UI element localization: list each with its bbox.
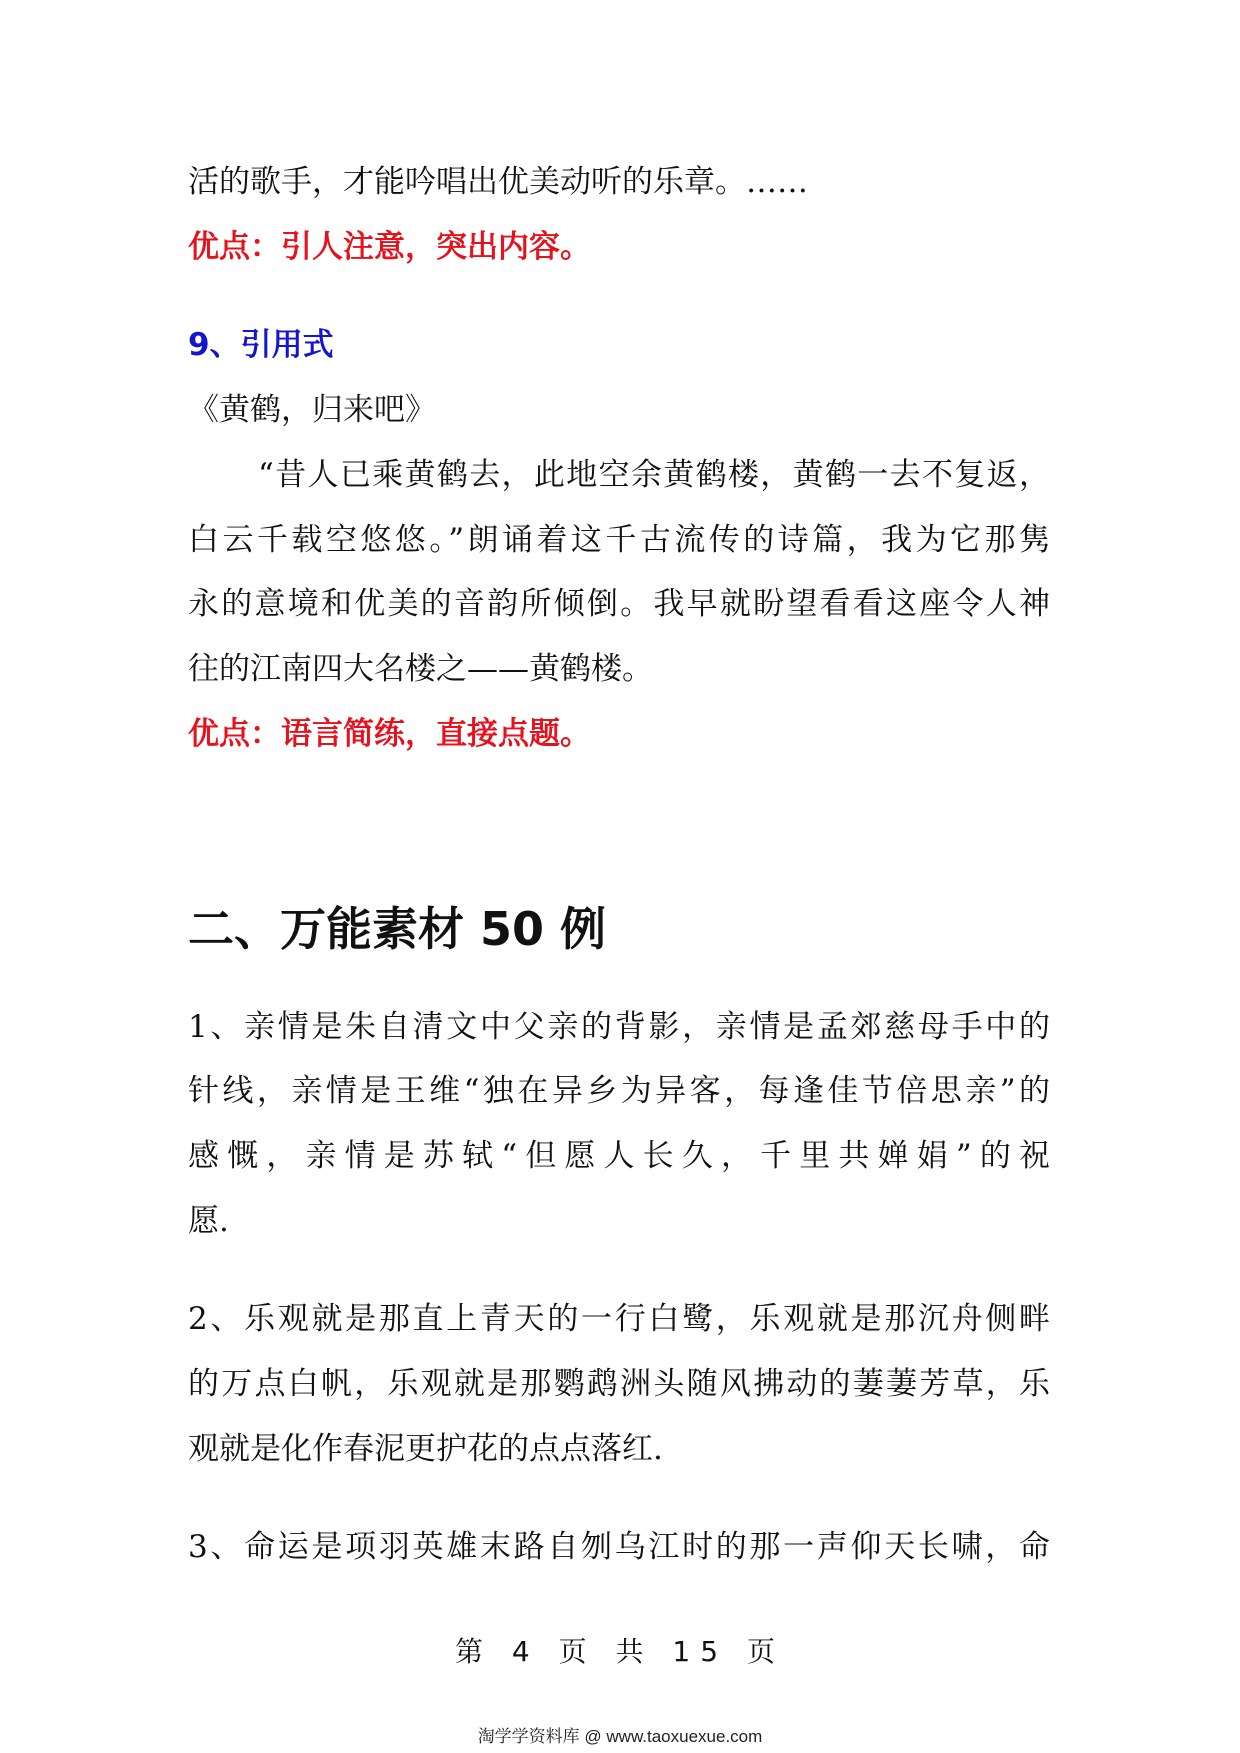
watermark: 淘学学资料库 @ www.taoxuexue.com [477, 1727, 763, 1746]
body-line: 白云千载空悠悠。”朗诵着这千古流传的诗篇，我为它那隽 [188, 522, 1050, 558]
merit-note: 优点：语言简练，直接点题。 [188, 716, 591, 752]
page-indicator: 第 4 页 共 15 页 [455, 1635, 785, 1668]
body-line: 的万点白帆，乐观就是那鹦鹉洲头随风拂动的萋萋芳草，乐 [188, 1366, 1050, 1402]
body-line: 活的歌手，才能吟唱出优美动听的乐章。…… [188, 164, 808, 200]
body-line: “昔人已乘黄鹤去，此地空余黄鹤楼，黄鹤一去不复返， [258, 457, 1050, 493]
body-line: 2、乐观就是那直上青天的一行白鹭，乐观就是那沉舟侧畔 [188, 1301, 1050, 1337]
body-line: 往的江南四大名楼之——黄鹤楼。 [188, 651, 653, 687]
body-line: 针线，亲情是王维“独在异乡为异客，每逢佳节倍思亲”的 [188, 1073, 1050, 1109]
example-title: 《黄鹤，归来吧》 [188, 392, 436, 428]
body-line: 感慨，亲情是苏轼“但愿人长久，千里共婵娟”的祝 [188, 1138, 1050, 1174]
body-line: 3、命运是项羽英雄末路自刎乌江时的那一声仰天长啸，命 [188, 1529, 1050, 1565]
section-heading: 二、万能素材 50 例 [188, 902, 607, 956]
body-line: 永的意境和优美的音韵所倾倒。我早就盼望看看这座令人神 [188, 586, 1050, 622]
body-line: 观就是化作春泥更护花的点点落红. [188, 1431, 663, 1467]
body-line: 愿. [188, 1203, 229, 1239]
section-title: 9、引用式 [188, 327, 334, 363]
body-line: 1、亲情是朱自清文中父亲的背影，亲情是孟郊慈母手中的 [188, 1009, 1050, 1045]
merit-note: 优点：引人注意，突出内容。 [188, 229, 591, 265]
